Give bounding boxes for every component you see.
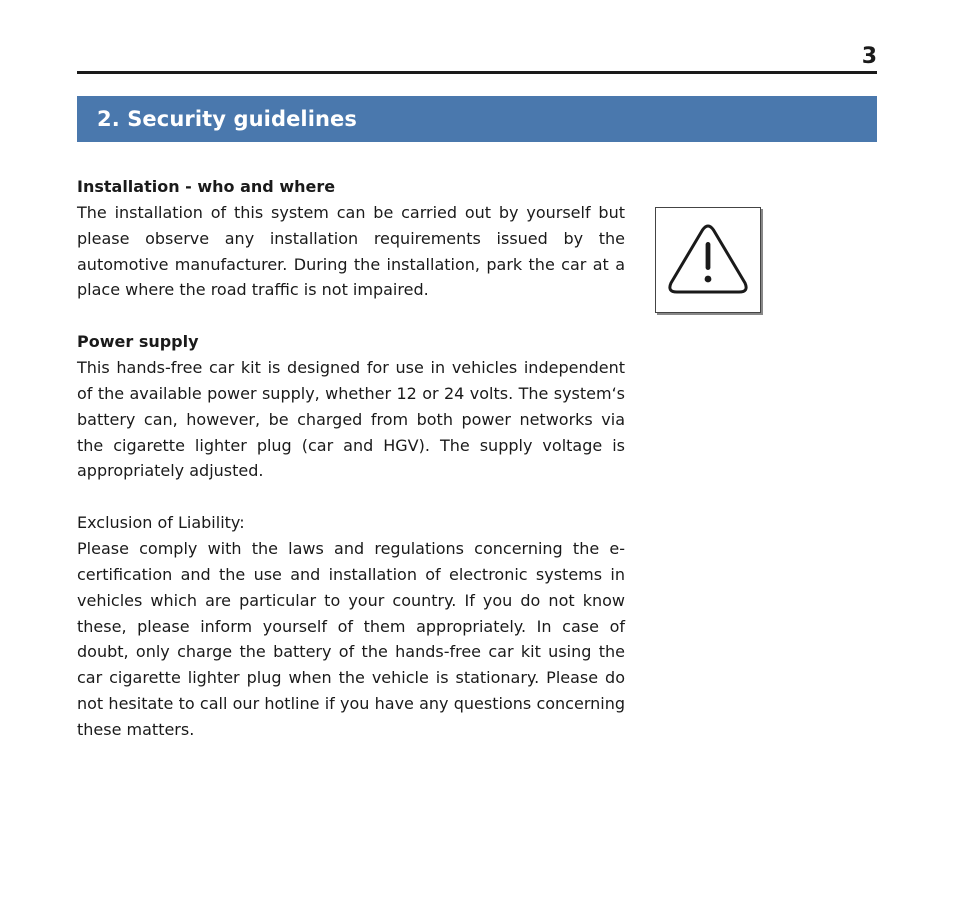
liability-heading: Exclusion of Liability: bbox=[77, 513, 245, 533]
power-supply-text: This hands-free car kit is designed for use in vehicles independent of the available power supply, whether 12 or 24 volts. The system‘s battery can, however, be charged from both power networks via the cigarette lighter plug (car and HGV). The supply voltage is appropriately adjusted. bbox=[77, 358, 625, 481]
section-banner bbox=[77, 96, 877, 142]
section-title: 2. Security guidelines bbox=[97, 107, 358, 131]
installation-heading: Installation - who and where bbox=[77, 177, 336, 196]
installation-text: The installation of this system can be carried out by yourself but please observe any installation requirements issued by the automotive manufacturer. During the installation, park the car at a place where the road traffic is not impaired. bbox=[77, 203, 625, 300]
power-supply-block bbox=[77, 329, 625, 484]
liability-block bbox=[77, 510, 625, 742]
power-supply-heading: Power supply bbox=[77, 332, 199, 352]
liability-text: Please comply with the laws and regulations concerning the e-certification and the use and installation of electronic systems in vehicles which are particular to your country. If you do not know these, please inform yourself of them appropriately. In case of doubt, only charge the battery of the hands-free car kit using the car cigarette lighter plug when the vehicle is stationary. Please do not hesitate to call our hotline if you have any questions concerning these matters. bbox=[77, 539, 625, 739]
installation-block bbox=[77, 174, 625, 303]
header-rule bbox=[77, 71, 877, 74]
main-content bbox=[77, 174, 625, 769]
warning-triangle-icon bbox=[666, 222, 750, 298]
page-number: 3 bbox=[861, 44, 877, 69]
warning-box bbox=[655, 207, 761, 313]
